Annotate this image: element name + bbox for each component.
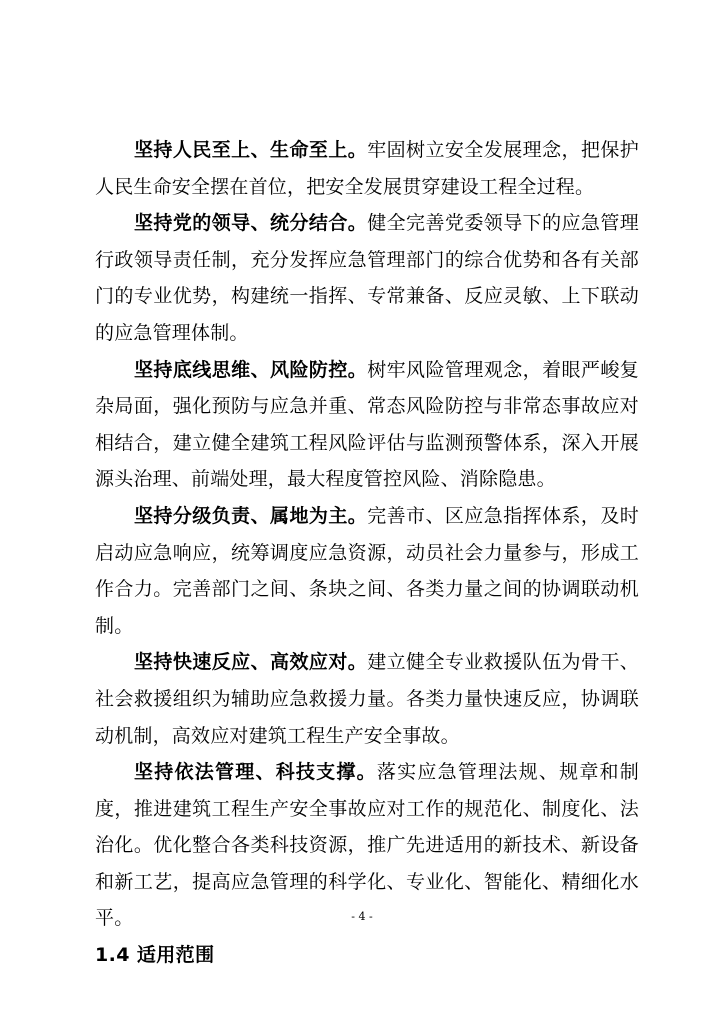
paragraph-tiered-responsibility: [95, 498, 639, 644]
paragraph-risk-prevention: [95, 352, 639, 498]
paragraph-lead: 坚持依法管理、科技支撑。: [134, 761, 377, 784]
section-heading: 1.4 适用范围: [95, 944, 215, 967]
page-number: - 4 -: [351, 910, 373, 923]
paragraph-text: 树牢风险管理观念，着眼严峻复杂局面，强化预防与应急并重、常态风险防控与非常态事故应对相结合，建立健全建筑工程风险评估与监测预警体系，深入开展源头治理、前端处理，最大程度管控风险、消除隐患。: [95, 358, 639, 491]
paragraph-lead: 坚持党的领导、统分结合。: [134, 212, 368, 235]
paragraph-lead: 坚持快速反应、高效应对。: [134, 651, 368, 674]
paragraph-text: 完善市、区应急指挥体系，及时启动应急响应，统筹调度应急资源，动员社会力量参与，形成工作合力。完善部门之间、条块之间、各类力量之间的协调联动机制。: [95, 504, 639, 637]
paragraph-party-leadership: [95, 205, 639, 351]
paragraph-lead: 坚持分级负责、属地为主。: [134, 504, 368, 527]
paragraph-text: 落实应急管理法规、规章和制度，推进建筑工程生产安全事故应对工作的规范化、制度化、法治化。优化整合各类科技资源，推广先进适用的新技术、新设备和新工艺，提高应急管理的科学化、专业化、智能化、精细化水平。: [95, 761, 639, 930]
paragraph-lead: 坚持底线思维、风险防控。: [134, 358, 368, 381]
paragraph-text: 健全完善党委领导下的应急管理行政领导责任制，充分发挥应急管理部门的综合优势和各有关部门的专业优势，构建统一指挥、专常兼备、反应灵敏、上下联动的应急管理体制。: [95, 212, 639, 344]
paragraph-text: 牢固树立安全发展理念，把保护人民生命安全摆在首位，把安全发展贯穿建设工程全过程。: [95, 139, 639, 198]
paragraph-text: 建立健全专业救援队伍为骨干、社会救援组织为辅助应急救援力量。各类力量快速反应，协调联动机制，高效应对建筑工程生产安全事故。: [95, 651, 639, 747]
paragraph-people-first: [95, 132, 639, 205]
document-body: [95, 132, 639, 974]
paragraph-rapid-response: [95, 644, 639, 754]
paragraph-lead: 坚持人民至上、生命至上。: [134, 139, 368, 161]
